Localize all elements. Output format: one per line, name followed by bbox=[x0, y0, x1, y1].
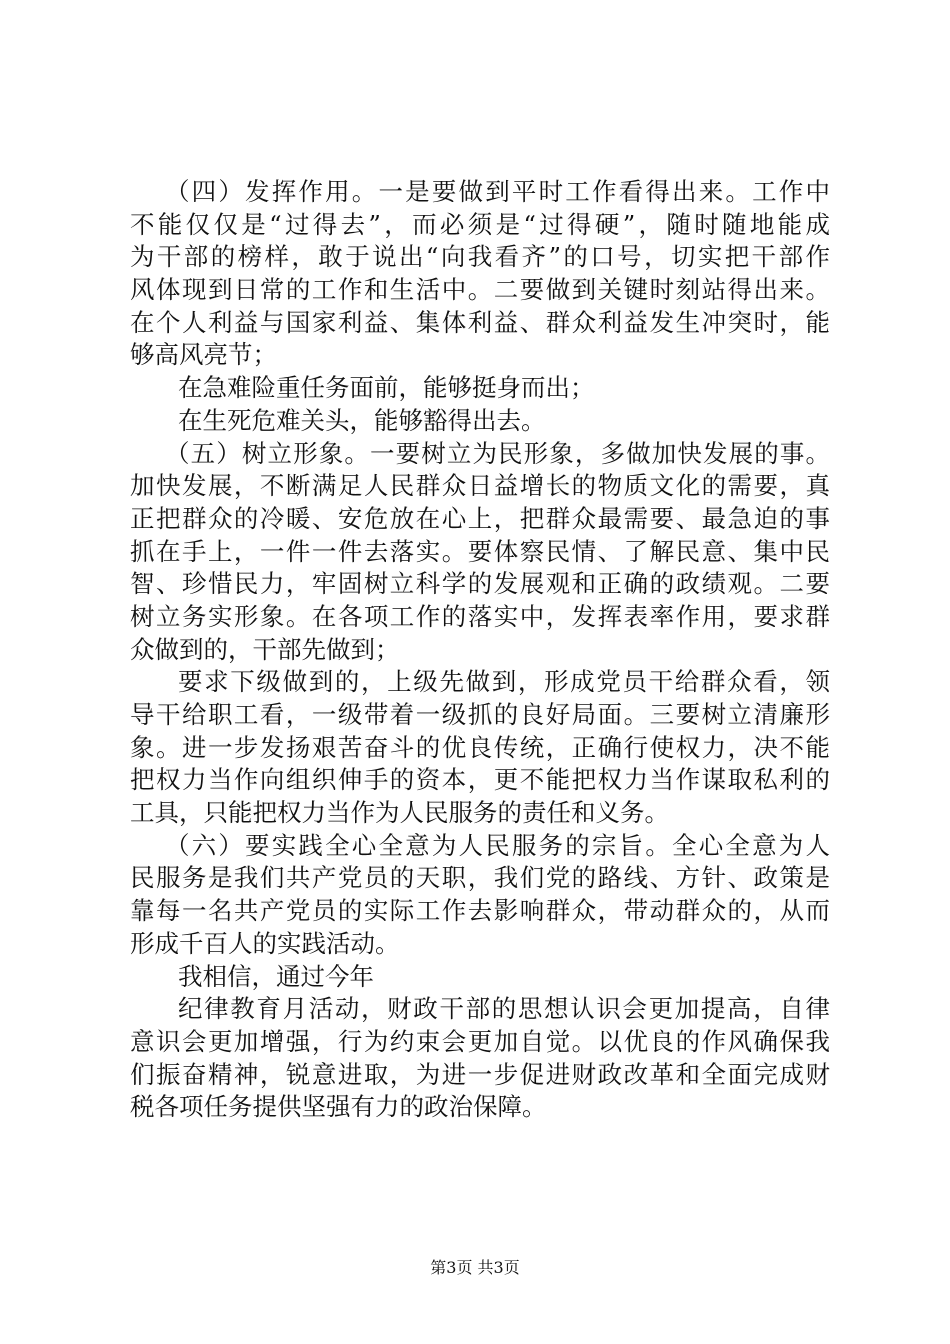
paragraph-line: 智、珍惜民力，牢固树立科学的发展观和正确的政绩观。二要 bbox=[130, 569, 830, 599]
paragraph-line: 为干部的榜样，敢于说出“向我看齐”的口号，切实把干部作 bbox=[130, 242, 830, 272]
paragraph-line: 靠每一名共产党员的实际工作去影响群众，带动群众的，从而 bbox=[130, 896, 830, 926]
paragraph-line: 形成千百人的实践活动。 bbox=[130, 928, 400, 958]
paragraph-line: 在个人利益与国家利益、集体利益、群众利益发生冲突时，能 bbox=[130, 307, 830, 337]
paragraph-line: 把权力当作向组织伸手的资本，更不能把权力当作谋取私利的 bbox=[130, 765, 830, 795]
paragraph-line: 我相信，通过今年 bbox=[178, 961, 374, 991]
document-body bbox=[130, 176, 830, 1124]
paragraph-line: 加快发展，不断满足人民群众日益增长的物质文化的需要，真 bbox=[130, 471, 830, 501]
page-number-footer: 第3页 共3页 bbox=[430, 1258, 520, 1277]
paragraph-line: 象。进一步发扬艰苦奋斗的优良传统，正确行使权力，决不能 bbox=[130, 732, 830, 762]
paragraph-line: （五）树立形象。一要树立为民形象，多做加快发展的事。 bbox=[165, 438, 830, 468]
paragraph-line: 风体现到日常的工作和生活中。二要做到关键时刻站得出来。 bbox=[130, 275, 830, 305]
paragraph-line: 在急难险重任务面前，能够挺身而出； bbox=[178, 373, 595, 403]
paragraph-line: （六）要实践全心全意为人民服务的宗旨。全心全意为人 bbox=[165, 830, 830, 860]
paragraph-line: 税各项任务提供坚强有力的政治保障。 bbox=[130, 1092, 547, 1122]
paragraph-line: （四）发挥作用。一是要做到平时工作看得出来。工作中 bbox=[165, 177, 830, 206]
paragraph-line: 纪律教育月活动，财政干部的思想认识会更加提高，自律 bbox=[178, 994, 830, 1024]
paragraph-line: 众做到的，干部先做到； bbox=[130, 634, 400, 664]
paragraph-line: 导干给职工看，一级带着一级抓的良好局面。三要树立清廉形 bbox=[130, 700, 830, 729]
paragraph-line: 意识会更加增强，行为约束会更加自觉。以优良的作风确保我 bbox=[130, 1026, 830, 1056]
paragraph-line: 树立务实形象。在各项工作的落实中，发挥表率作用，要求群 bbox=[130, 601, 830, 631]
paragraph-line: 工具，只能把权力当作为人民服务的责任和义务。 bbox=[130, 798, 669, 828]
paragraph-line: 在生死危难关头，能够豁得出去。 bbox=[178, 405, 546, 435]
paragraph-line: 们振奋精神，锐意进取，为进一步促进财政改革和全面完成财 bbox=[130, 1059, 830, 1089]
paragraph-line: 够高风亮节； bbox=[130, 340, 277, 370]
paragraph-line: 民服务是我们共产党员的天职，我们党的路线、方针、政策是 bbox=[130, 863, 830, 893]
paragraph-line: 要求下级做到的，上级先做到，形成党员干给群众看，领 bbox=[178, 667, 830, 697]
paragraph-line: 抓在手上，一件一件去落实。要体察民情、了解民意、集中民 bbox=[130, 536, 830, 566]
paragraph-line: 正把群众的冷暖、安危放在心上，把群众最需要、最急迫的事 bbox=[130, 503, 830, 533]
paragraph-line: 不能仅仅是“过得去”，而必须是“过得硬”，随时随地能成 bbox=[130, 209, 830, 239]
